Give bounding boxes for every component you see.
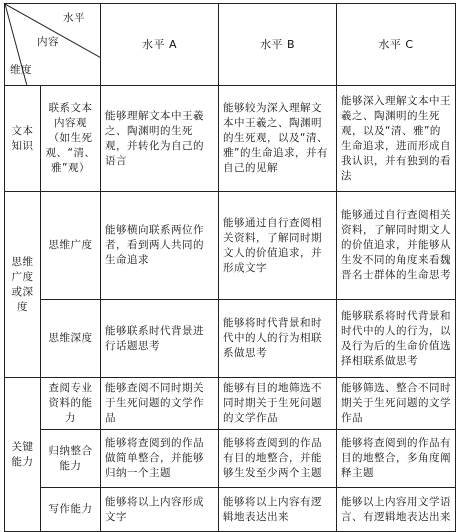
category-thinking: 思维广度或深度 [5,192,41,378]
table-row [5,86,456,192]
corner-level-label: 水平 [63,12,85,24]
level-a-cell: 能够将以上内容形成文字 [101,488,219,532]
level-c-cell: 能够将查阅到的作品有目的地整合，多角度阐释主题 [337,430,456,488]
level-a-header: 水平 A [101,4,219,86]
subcategory-cell: 查阅专业资料的能力 [41,378,101,430]
header-corner [5,4,101,86]
level-c-cell: 能够以上内容用文学语言、有逻辑地表达出来 [337,488,456,532]
subcategory-cell: 思维广度 [41,192,101,300]
level-a-cell: 能够理解文本中王羲之、陶渊明的生死观，并转化为自己的语言 [101,86,219,192]
subcategory-cell: 写作能力 [41,488,101,532]
table-row [5,430,456,488]
level-b-header: 水平 B [219,4,337,86]
level-b-cell: 能够将时代背景和时代中的人的行为相联系做思考 [219,300,337,378]
level-c-cell: 能够通过自行查阅相关资料，了解同时期文人的价值追求，并能够从生发不同的角度来看魏晋名士群体的生命思考 [337,192,456,300]
level-b-cell: 能够通过自行查阅相关资料，了解同时期文人的价值追求，并形成文字 [219,192,337,300]
level-a-cell: 能够查阅不同时期关于生死问题的文学作品 [101,378,219,430]
level-c-cell: 能够深入理解文本中王羲之、陶渊明的生死观，以及“清、雅”的生命追求，进而形成自我认识，并有独到的看法 [337,86,456,192]
level-a-cell: 能够横向联系两位作者，看到两人共同的生命追求 [101,192,219,300]
header-row [5,4,456,86]
table-row [5,488,456,532]
table-row [5,300,456,378]
level-c-header: 水平 C [337,4,456,86]
corner-dimension-label: 维度 [10,64,32,76]
level-c-cell: 能够联系将时代背景和时代中的人的行为，以及行为后的生命价值选择相联系做思考 [337,300,456,378]
level-b-cell: 能够较为深入理解文本中王羲之、陶渊明的生死观，以及“清、雅”的生命追求，并有自己的见解 [219,86,337,192]
level-c-cell: 能够筛选、整合不同时期关于生死问题的文学作品 [337,378,456,430]
subcategory-cell: 思维深度 [41,300,101,378]
category-text-knowledge: 文本知识 [5,86,41,192]
subcategory-cell: 联系文本内容观（如生死观、“清、雅”观） [41,86,101,192]
level-b-cell: 能够有目的地筛选不同时期关于生死问题的文学作品 [219,378,337,430]
category-key-abilities: 关键能力 [5,378,41,532]
subcategory-cell: 归纳整合能力 [41,430,101,488]
rubric-table [4,3,456,532]
level-a-cell: 能够将查阅到的作品做简单整合，并能够归纳一个主题 [101,430,219,488]
corner-content-label: 内容 [37,36,59,48]
table-row [5,192,456,300]
table-row [5,378,456,430]
level-b-cell: 能够将查阅到的作品有目的地整合，并能够生发至少两个主题 [219,430,337,488]
level-a-cell: 能够联系时代背景进行话题思考 [101,300,219,378]
level-b-cell: 能够将以上内容有逻辑地表达出来 [219,488,337,532]
